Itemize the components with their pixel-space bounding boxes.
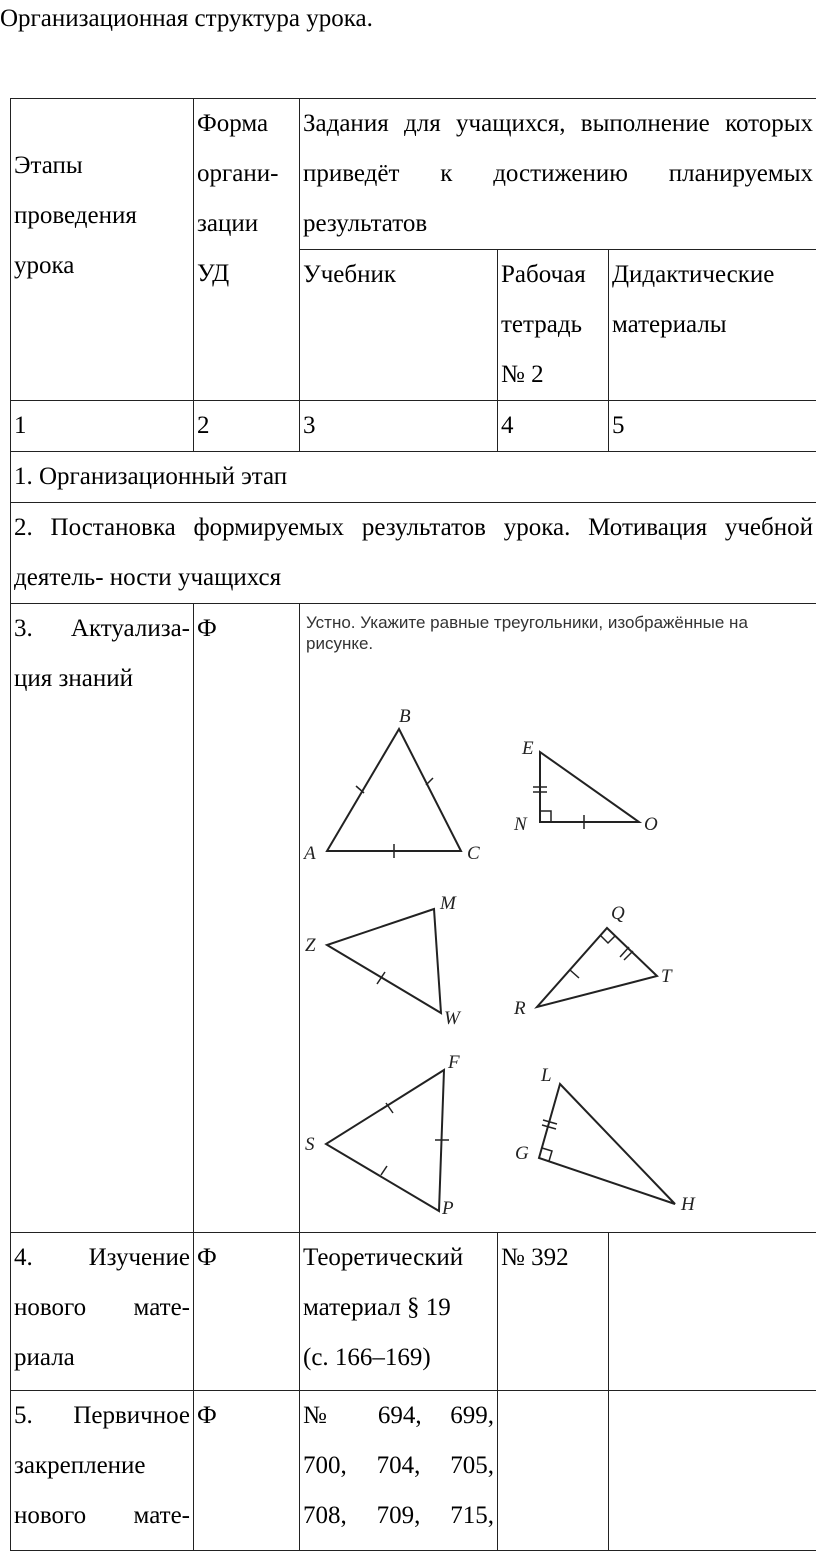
stage-4-textbook-line: Теоретический	[303, 1233, 494, 1283]
header-form	[194, 99, 300, 401]
vertex-label: P	[441, 1198, 454, 1214]
stage-5-workbook	[498, 1391, 609, 1551]
header-form-line: УД	[197, 249, 296, 299]
stage-4-name-line: 4. Изучение	[14, 1233, 190, 1283]
column-number: 3	[300, 401, 498, 452]
triangle-abc	[327, 729, 461, 851]
vertex-label: A	[302, 843, 316, 864]
triangle-qtr	[537, 928, 657, 1007]
vertex-label: M	[439, 893, 457, 914]
vertex-label: H	[680, 1194, 696, 1214]
header-textbook: Учебник	[300, 250, 498, 401]
stage-2: 2. Постановка формируемых результатов урока. Мотивация учебной деятель- ности учащихся	[11, 503, 816, 604]
vertex-label: C	[467, 843, 480, 864]
stage-4-name-line: риала	[14, 1333, 190, 1383]
vertex-label: R	[513, 998, 526, 1019]
stage-5-textbook-line: № 694, 699,	[303, 1391, 494, 1441]
vertex-label: Q	[611, 903, 625, 924]
header-workbook-line: тетрадь	[501, 300, 605, 350]
stage-3-name-line: 3. Актуализа-	[14, 604, 190, 654]
header-stages-line: урока	[14, 241, 190, 291]
stage-4-name-line: нового мате-	[14, 1283, 190, 1333]
vertex-label: W	[444, 1008, 462, 1029]
vertex-label: E	[521, 738, 534, 759]
header-form-line: зации	[197, 199, 296, 249]
stage-5-form: Ф	[194, 1391, 300, 1551]
stage-5-name	[11, 1391, 194, 1551]
stage-4-textbook-line: материал § 19	[303, 1283, 494, 1333]
stage-4-textbook	[300, 1233, 498, 1391]
stage-5-didactic	[609, 1391, 816, 1551]
stage-5-name-line: закрепление	[14, 1441, 190, 1491]
lesson-structure-table	[10, 98, 816, 1551]
stage-4-textbook-line: (с. 166–169)	[303, 1333, 494, 1383]
right-angle-mark	[600, 935, 615, 943]
vertex-label: F	[447, 1052, 460, 1073]
header-stages-line: проведения	[14, 191, 190, 241]
stage-5-name-line: нового мате-	[14, 1491, 190, 1541]
header-didactic	[609, 250, 816, 401]
stage-3-name-line: ция знаний	[14, 654, 190, 704]
vertex-label: Z	[305, 935, 316, 956]
vertex-label: B	[399, 706, 411, 727]
stage-1: 1. Организационный этап	[11, 452, 816, 503]
tick-mark	[570, 970, 579, 978]
vertex-label: L	[540, 1065, 552, 1086]
header-workbook-line: № 2	[501, 350, 605, 400]
stage-5-textbook-line: 708, 709, 715,	[303, 1491, 494, 1541]
header-stages-line: Этапы	[14, 141, 190, 191]
stage-4-form: Ф	[194, 1233, 300, 1391]
header-tasks: Задания для учащихся, выполнение которых приведёт к достижению планируемых результатов	[300, 99, 816, 250]
triangle-mzw	[327, 909, 441, 1013]
stage-3-form: Ф	[194, 604, 300, 1233]
right-angle-mark	[540, 811, 551, 822]
header-workbook	[498, 250, 609, 401]
column-number: 5	[609, 401, 816, 452]
tick-mark	[381, 1166, 387, 1175]
header-form-line: органи-	[197, 149, 296, 199]
exercise-caption: Устно. Укажите равные треугольники, изображённые на рисунке.	[306, 612, 816, 654]
page-title: Организационная структура урока.	[0, 2, 373, 36]
vertex-label: G	[515, 1143, 529, 1164]
vertex-label: T	[661, 966, 673, 987]
stage-3-figure-cell	[300, 604, 816, 1233]
stage-4-name	[11, 1233, 194, 1391]
vertex-label: N	[513, 814, 528, 835]
tick-mark	[426, 778, 433, 785]
header-didactic-line: материалы	[612, 300, 813, 350]
column-number: 2	[194, 401, 300, 452]
tick-mark	[624, 951, 633, 960]
vertex-label: O	[644, 814, 658, 835]
triangles-figure	[300, 654, 810, 1214]
triangle-fsp	[326, 1070, 444, 1211]
header-form-line: Форма	[197, 99, 296, 149]
stage-4-workbook: № 392	[498, 1233, 609, 1391]
header-didactic-line: Дидактические	[612, 250, 813, 300]
triangle-eno	[540, 752, 639, 822]
column-number: 4	[498, 401, 609, 452]
stage-3-name	[11, 604, 194, 1233]
column-numbers-row	[11, 401, 816, 452]
vertex-label: S	[305, 1134, 315, 1155]
stage-5-textbook-line: 700, 704, 705,	[303, 1441, 494, 1491]
stage-4-didactic	[609, 1233, 816, 1391]
header-workbook-line: Рабочая	[501, 250, 605, 300]
stage-5-name-line: 5. Первичное	[14, 1391, 190, 1441]
column-number: 1	[11, 401, 194, 452]
stage-5-textbook	[300, 1391, 498, 1551]
header-stages	[11, 99, 194, 401]
triangle-lgh	[539, 1084, 675, 1204]
